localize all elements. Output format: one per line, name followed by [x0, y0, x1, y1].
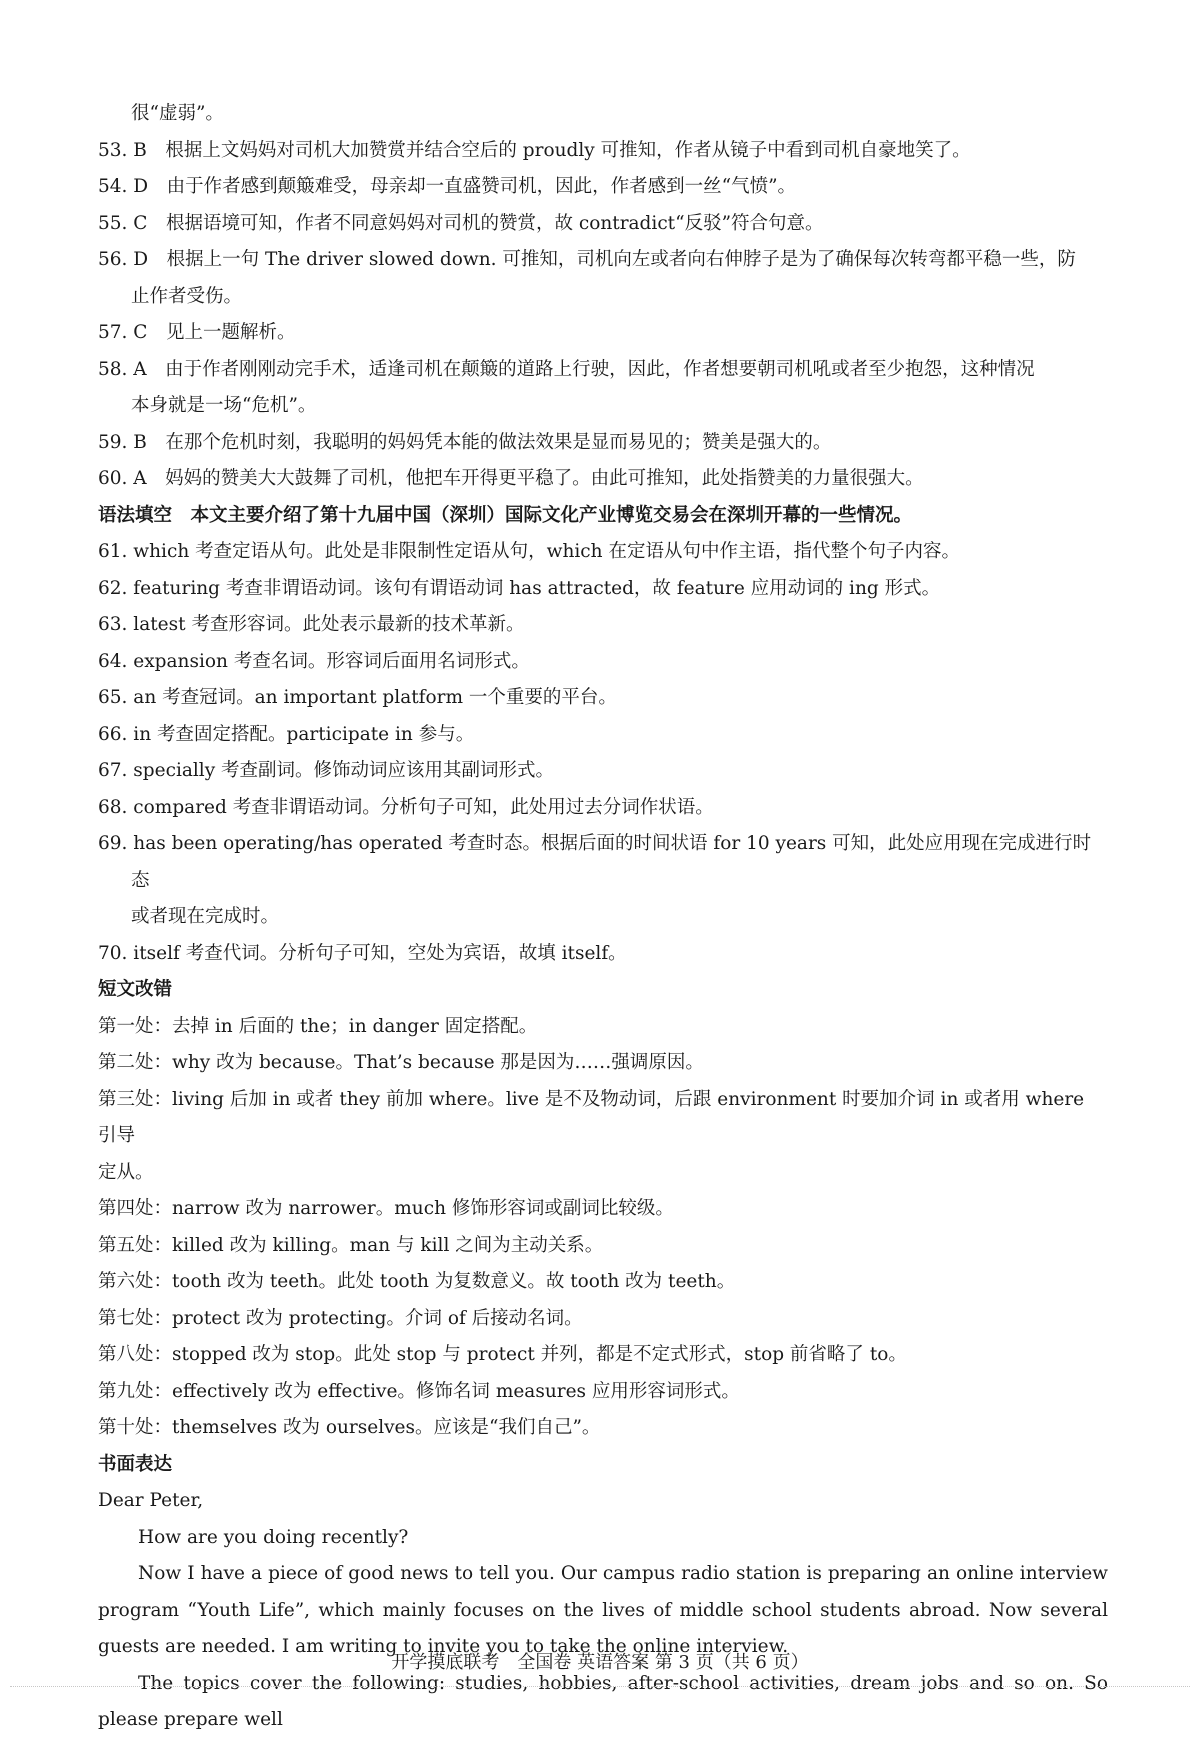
intro-line: 很“虚弱”。: [131, 103, 224, 124]
bottom-dotted-divider: [10, 1686, 1190, 1687]
letter-paragraph-2: Now I have a piece of good news to tell you. Our campus radio station is preparing an online interview program “Youth Life”, which mainly focuses on the lives of middle school students abroad. Now several guests are needed. I am writing to invite you to take the online interview.: [98, 1563, 1108, 1657]
correction-item-1: 第一处：去掉 in 后面的 the；in danger 固定搭配。: [98, 1015, 538, 1037]
correction-item-5: 第五处：killed 改为 killing。man 与 kill 之间为主动关系。: [98, 1234, 604, 1256]
cloze-item-58: 58. A 由于作者刚刚动完手术，适逢司机在颠簸的道路上行驶，因此，作者想要朝司机吼或者至少抱怨，这种情况: [98, 358, 1035, 380]
correction-item-10: 第十处：themselves 改为 ourselves。应该是“我们自己”。: [98, 1417, 601, 1438]
grammar-answers: [98, 534, 1108, 972]
correction-item-3: 第三处：living 后加 in 或者 they 前加 where。live 是不及物动词，后跟 environment 时要加介词 in 或者用 where 引导: [98, 1088, 1085, 1146]
cloze-answers: [98, 133, 1108, 498]
correction-item-4: 第四处：narrow 改为 narrower。much 修饰形容词或副词比较级。: [98, 1198, 674, 1219]
grammar-item-69-cont: 或者现在完成时。: [131, 906, 280, 927]
correction-item-8: 第八处：stopped 改为 stop。此处 stop 与 protect 并列，都是不定式形式，stop 前省略了 to。: [98, 1344, 907, 1365]
correction-item-7: 第七处：protect 改为 protecting。介词 of 后接动名词。: [98, 1307, 583, 1329]
cloze-item-54: 54. D 由于作者感到颠簸难受，母亲却一直盛赞司机，因此，作者感到一丝“气愤”。: [98, 176, 797, 197]
grammar-item-66: 66. in 考查固定搭配。participate in 参与。: [98, 723, 475, 745]
page-content: [98, 96, 1108, 1739]
grammar-item-62: 62. featuring 考查非谓语动词。该句有谓语动词 has attracted，故 feature 应用动词的 ing 形式。: [98, 577, 941, 599]
grammar-item-67: 67. specially 考查副词。修饰动词应该用其副词形式。: [98, 760, 555, 781]
grammar-item-69: 69. has been operating/has operated 考查时态。根据后面的时间状语 for 10 years 可知，此处应用现在完成进行时态: [98, 833, 1092, 891]
cloze-item-59: 59. B 在那个危机时刻，我聪明的妈妈凭本能的做法效果是显而易见的；赞美是强大的。: [98, 431, 832, 453]
cloze-item-56-cont: 止作者受伤。: [131, 285, 243, 307]
letter-salutation: Dear Peter,: [98, 1490, 204, 1511]
correction-item-3-cont: 定从。: [98, 1161, 154, 1183]
page-footer: 开学摸底联考 全国卷 英语答案 第 3 页（共 6 页）: [391, 1652, 809, 1673]
correction-item-2: 第二处：why 改为 because。That’s because 那是因为……强调原因。: [98, 1052, 704, 1073]
letter-paragraph-3: The topics cover the following: studies, hobbies, after-school activities, dream jobs and so on. So please prepare well: [98, 1672, 1108, 1730]
grammar-item-63: 63. latest 考查形容词。此处表示最新的技术革新。: [98, 614, 525, 635]
correction-heading: 短文改错: [98, 979, 173, 1000]
cloze-item-57: 57. C 见上一题解析。: [98, 322, 296, 343]
correction-item-9: 第九处：effectively 改为 effective。修饰名词 measures 应用形容词形式。: [98, 1380, 740, 1402]
cloze-item-58-cont: 本身就是一场“危机”。: [131, 395, 317, 416]
writing-heading: 书面表达: [98, 1453, 173, 1475]
cloze-item-60: 60. A 妈妈的赞美大大鼓舞了司机，他把车开得更平稳了。由此可推知，此处指赞美的力量很强大。: [98, 468, 924, 489]
cloze-item-56: 56. D 根据上一句 The driver slowed down. 可推知，司机向左或者向右伸脖子是为了确保每次转弯都平稳一些，防: [98, 249, 1076, 270]
cloze-item-53: 53. B 根据上文妈妈对司机大加赞赏并结合空后的 proudly 可推知，作者从镜子中看到司机自豪地笑了。: [98, 139, 971, 161]
letter-paragraph-1: How are you doing recently?: [138, 1526, 409, 1548]
letter: [98, 1483, 1108, 1739]
grammar-item-64: 64. expansion 考查名词。形容词后面用名词形式。: [98, 650, 530, 672]
grammar-item-65: 65. an 考查冠词。an important platform 一个重要的平台。: [98, 687, 617, 708]
correction-item-6: 第六处：tooth 改为 teeth。此处 tooth 为复数意义。故 tooth 改为 teeth。: [98, 1271, 736, 1292]
grammar-item-61: 61. which 考查定语从句。此处是非限制性定语从句，which 在定语从句中作主语，指代整个句子内容。: [98, 541, 960, 562]
grammar-heading: 语法填空 本文主要介绍了第十九届中国（深圳）国际文化产业博览交易会在深圳开幕的一些情况。: [98, 504, 913, 526]
cloze-item-55: 55. C 根据语境可知，作者不同意妈妈对司机的赞赏，故 contradict“反驳”符合句意。: [98, 212, 824, 234]
grammar-item-68: 68. compared 考查非谓语动词。分析句子可知，此处用过去分词作状语。: [98, 796, 714, 818]
correction-answers: [98, 1009, 1108, 1447]
grammar-item-70: 70. itself 考查代词。分析句子可知，空处为宾语，故填 itself。: [98, 942, 627, 964]
